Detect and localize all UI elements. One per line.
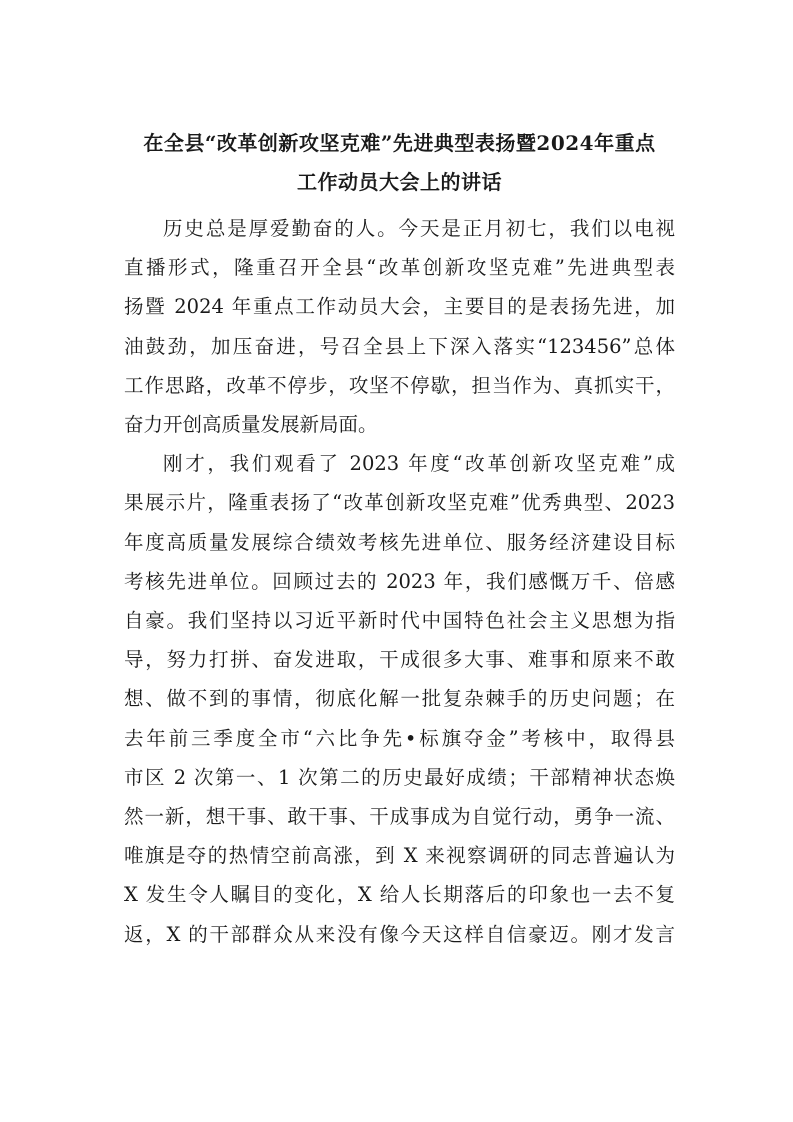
text-line: 去年前三季度全市“六比争先•标旗夺金”考核中，取得县 xyxy=(124,726,675,750)
document-title xyxy=(124,124,675,202)
text-line: 刚才，我们观看了 2023 年度“改革创新攻坚克难”成 xyxy=(163,452,675,476)
text-line: 市区 2 次第一、1 次第二的历史最好成绩；干部精神状态焕 xyxy=(124,765,675,789)
text-line: 果展示片，隆重表扬了“改革创新攻坚克难”优秀典型、2023 xyxy=(124,491,675,515)
text-line: 想、做不到的事情，彻底化解一批复杂棘手的历史问题；在 xyxy=(124,687,675,711)
text-line: 油鼓劲，加压奋进，号召全县上下深入落实“123456”总体 xyxy=(124,334,675,358)
title-line-2: 工作动员大会上的讲话 xyxy=(297,170,502,194)
text-line: 自豪。我们坚持以习近平新时代中国特色社会主义思想为指 xyxy=(124,609,675,633)
text-line: 奋力开创高质量发展新局面。 xyxy=(124,413,378,437)
paragraph-1 xyxy=(124,209,675,444)
text-line: 唯旗是夺的热情空前高涨，到 X 来视察调研的同志普遍认为 xyxy=(124,844,675,868)
text-line: 直播形式，隆重召开全县“改革创新攻坚克难”先进典型表 xyxy=(124,256,675,280)
paragraph-2 xyxy=(124,444,675,954)
text-line: 导，努力打拼、奋发进取，干成很多大事、难事和原来不敢 xyxy=(124,648,675,672)
text-line: X 发生令人瞩目的变化，X 给人长期落后的印象也一去不复 xyxy=(124,883,675,907)
document-body xyxy=(124,209,675,954)
text-line: 返，X 的干部群众从来没有像今天这样自信豪迈。刚才发言 xyxy=(124,922,675,946)
text-line: 然一新，想干事、敢干事、干成事成为自觉行动，勇争一流、 xyxy=(124,805,675,829)
title-line-1: 在全县“改革创新攻坚克难”先进典型表扬暨2024年重点 xyxy=(143,131,656,155)
text-line: 工作思路，改革不停步，攻坚不停歇，担当作为、真抓实干， xyxy=(124,373,675,397)
text-line: 扬暨 2024 年重点工作动员大会，主要目的是表扬先进，加 xyxy=(124,295,675,319)
text-line: 考核先进单位。回顾过去的 2023 年，我们感慨万千、倍感 xyxy=(124,569,675,593)
text-line: 年度高质量发展综合绩效考核先进单位、服务经济建设目标 xyxy=(124,530,675,554)
text-line: 历史总是厚爱勤奋的人。今天是正月初七，我们以电视 xyxy=(163,217,675,240)
